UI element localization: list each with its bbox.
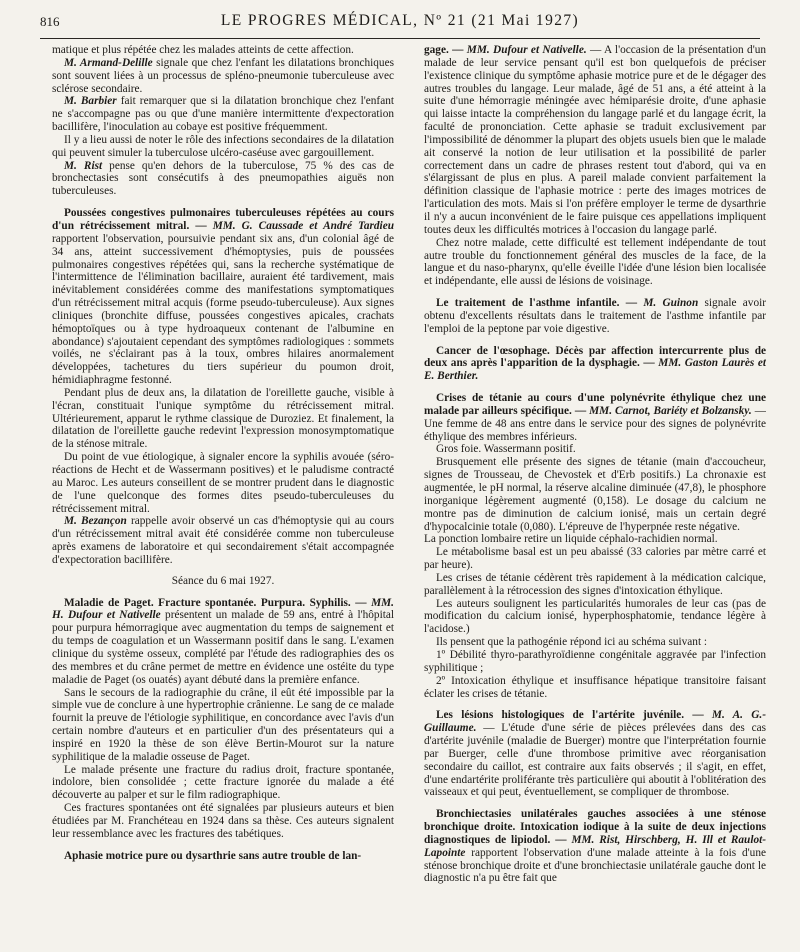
paragraph (424, 649, 766, 675)
communication-heading (424, 345, 766, 384)
paragraph (424, 636, 766, 649)
paragraph (52, 687, 394, 764)
page-number: 816 (40, 14, 60, 29)
authors-names: MM. G. Caussade et André Tardieu (212, 219, 394, 232)
paragraph (424, 237, 766, 288)
paragraph-text: 2º Intoxication éthylique et insuffisance hépatique transitoire faisant éclater les crises de tétanie. (424, 674, 766, 700)
paragraph (52, 134, 394, 160)
running-head (40, 12, 760, 32)
paragraph-text: — A l'occasion de la présentation d'un malade de leur service pensant qu'il est bon quelquefois de préciser l'existence clinique du symptôme aphasie motrice pure et de le dégager des autres troubles du langage. Leur malade, âgé de 51 ans, a été atteint à la suite d'une hémorragie méningée avec hémiparésie droite, d'une aphasie qui laisse intacte la compréhension du langage parlé et du langage écrit, la faculté de prononciation. Cette aphasie se traduit exclusivement par l'impossibilité de dénommer la plupart des objets usuels bien que le malade ait conservé la notion de leur utilisation et la possibilité de parler correctement dans un cadre de phrases restent tout d'abord, qui va en s'élargissant de plus en plus. A pareil malade convient parfaitement la définition classique de l'aphasie motrice : perte des images motrices de l'articulation des mots. Mais si l'on préfère employer le terme de dysarthrie il n'y a aucun inconvénient de le faire puisque ces appellations impliquent toutes deux les difficultés motrices à l'occasion du langage parlé. (424, 44, 766, 236)
authors-names: MM. Gaston Laurès et E. Berthier. (424, 357, 766, 383)
paragraph (52, 95, 394, 134)
paragraph-text: Pendant plus de deux ans, la dilatation de l'oreillette gauche, visible à l'écran, constituait l'unique symptôme du rétrécissement mitral. Ultérieurement, apparut le rythme classique de Duroziez. Et finalement, la dilatation de l'oreillette gauche redevint l'expression monosymptomatique de la sténose mitrale. (52, 386, 394, 451)
communication-heading (52, 597, 394, 687)
paragraph (424, 456, 766, 533)
paragraph (424, 533, 766, 546)
communication-title: Les lésions histologiques de l'artérite juvénile. — (436, 709, 704, 722)
paragraph-text: La ponction lombaire retire un liquide céphalo-rachidien normal. (424, 533, 718, 546)
communication-title: Poussées congestives pulmonaires tuberculeuses répétées au cours d'un rétrécissement mitral. — (52, 207, 394, 232)
paragraph-text: Les crises de tétanie cédèrent très rapidement à la médication calcique, parallèlement à la rétrocession des signes d'intoxication éthylique. (424, 571, 766, 597)
paragraph (52, 451, 394, 515)
authors-names: MM. Dufour et Nativelle. (466, 44, 587, 56)
paragraph (424, 546, 766, 572)
communication-title: Cancer de l'œsophage. Décès par affection intercurrente plus de deux ans après l'apparition de la dysphagie. — (424, 344, 766, 370)
speaker-name: M. Rist (64, 159, 103, 172)
communication-heading (424, 297, 766, 336)
speaker-name: M. Armand-Delille (64, 56, 153, 69)
communication-heading (424, 709, 766, 799)
communication-title: Le traitement de l'asthme infantile. — (436, 297, 638, 310)
paragraph (52, 764, 394, 803)
paragraph-text: signale avoir obtenu d'excellents résultats dans le traitement de l'asthme infantile par l'emploi de la peptone par voie digestive. (424, 297, 766, 335)
paragraph-text: fait remarquer que si la dilatation bronchique chez l'enfant ne s'accompagne pas ou que d'une manière intermittente d'expectoration bacillifère, l'inoculation au cobaye est positive fréquemment. (52, 95, 394, 134)
paragraph-text: pense qu'en dehors de la tuberculose, 75 % des cas de bronchectasies sont consécutifs à des pneumopathies aiguës non tuberculeuses. (52, 159, 394, 198)
paragraph (52, 387, 394, 451)
communication-heading (52, 207, 394, 387)
journal-title: LE PROGRES MÉDICAL, Nº 21 (21 Mai 1927) (220, 12, 580, 29)
communication-title: Aphasie motrice pure ou dysarthrie sans autre trouble de lan- (64, 849, 362, 862)
paragraph (52, 515, 394, 566)
paragraph (424, 443, 766, 456)
speaker-name: M. Barbier (64, 95, 117, 108)
paragraph-text: 1º Débilité thyro-parathyroïdienne congénitale aggravée par l'infection syphilitique ; (424, 648, 766, 674)
paragraph-text: Le métabolisme basal est un peu abaissé (33 calories par mètre carré et par heure). (424, 546, 766, 572)
right-column (424, 44, 766, 944)
paragraph (424, 44, 766, 237)
communication-title: Crises de tétanie au cours d'une polynévrite éthylique chez une malade par ailleurs spécifique. — (424, 392, 766, 417)
paragraph-text: rapportent l'observation, poursuivie pendant six ans, d'un colonial âgé de 34 ans, atteint successivement d'hémoptysies, puis de poussées pulmonaires congestives répétées qui, sans la recherche systématique de l'intermittence de l'élimination bacillaire, auraient été tardivement, mais inévitablement considérées comme des manifestations symptomatiques d'un rétrécissement mitral acquis (forme pseudo-tuberculeuse). Aux signes cliniques (bronchite diffuse, poussées congestives apicales, crachats hémoptoïques ou à type hydroaqueux contenant de l'albumine en abondance) s'ajoutaient cependant des symptômes radiologiques : sommets voilés, ne s'éclairant pas à la toux, ombres hilaires anormalement développées, tachetures du tiers supérieur du poumon droit, hémidiaphragme festonné. (52, 232, 394, 387)
paragraph-text: Le malade présente une fracture du radius droit, fracture spontanée, indolore, bien consolidée ; cette fracture ignorée du malade a été découverte au palper et sur le film radiographique. (52, 763, 394, 802)
authors-names: MM. Rist, Hirschberg, H. Ill et Raulot-Lapointe (424, 833, 766, 859)
paragraph-text: — L'étude d'une série de pièces prélevées dans des cas d'artérite juvénile (maladie de Buerger) montre que l'interprétation fournie par Buerger, celle d'une thrombose primitive avec réorganisation secondaire du caillot, est contraire aux faits observés ; il s'agit, en effet, d'une endartérite proliférante très particulière qui aboutit à l'oblitération des vaisseaux et qui peut, éventuellement, se compliquer de thrombose. (424, 722, 766, 799)
paragraph-text: Gros foie. Wassermann positif. (436, 443, 576, 456)
paragraph (424, 598, 766, 637)
paragraph-text: rapportent l'observation d'une malade atteinte à la fois d'une sténose bronchique droite et d'une bronchiectasie unilatérale gauche dont le diagnostic n'a pu être fait que (424, 846, 766, 885)
communication-title: Maladie de Paget. Fracture spontanée. Purpura. Syphilis. — (64, 596, 367, 609)
communication-heading (52, 850, 394, 863)
speaker-name: M. Bezançon (64, 515, 127, 528)
session-heading: Séance du 6 mai 1927. (171, 574, 275, 587)
communication-title: Bronchiectasies unilatérales gauches associées à une sténose bronchique droite. Intoxication iodique à la suite de deux injections diagnostiques de lipiodol. — (424, 808, 766, 846)
continued-title: gage. — (424, 44, 464, 56)
communication-heading (424, 808, 766, 885)
authors-names: MM. Carnot, Bariéty et Bolzansky. (589, 404, 752, 417)
paragraph-text: Les auteurs soulignent les particularités humorales de leur cas (pas de modification du calcium ionisé, hyperphosphatomie, tendance légère à l'acidose.) (424, 597, 766, 636)
paragraph-text: présentent un malade de 59 ans, entré à l'hôpital pour purpura hémorragique avec augmentation du temps de saignement et du temps de coagulation et un Wassermann positif dans le sang. L'examen clinique du système osseux, complété par l'étude des radiographies des os des membres et du crâne permet de mettre en évidence une ostéite du type maladie de Paget (os ouatés) ayant débuté dans la première enfance. (52, 609, 394, 686)
paragraph (52, 57, 394, 96)
paragraph-text: matique et plus répétée chez les malades atteints de cette affection. (52, 44, 354, 56)
paragraph-text: Brusquement elle présente des signes de tétanie (main d'accoucheur, signes de Trousseau, de Chevostek et d'Erb positifs.) La chronaxie est augmentée, le pH normal, la réserve alcaline diminuée (47,8), le phosphore inorganique légèrement augmenté (0,158). Le dosage du calcium ne montre pas de diminution de calcium ionisé, mais un certain degré d'hypocalcinie totale (0,080). L'épreuve de l'hyperpnée reste négative. (424, 456, 766, 533)
paragraph (424, 572, 766, 598)
paragraph (52, 44, 394, 57)
paragraph-text: rappelle avoir observé un cas d'hémoptysie qui au cours d'un rétrécissement mitral avait été considérée comme non tuberculeuse après examens de laboratoire et qui secondairement s'était accompagnée d'expectoration bacillifère. (52, 515, 394, 566)
paragraph (52, 802, 394, 841)
paragraph-text: Du point de vue étiologique, à signaler encore la syphilis avouée (séro-réactions de Hecht et de Wassermann positives) et le paludisme contracté au Maroc. Les auteurs conseillent de se montrer prudent dans le diagnostic de l'une quelconque des formes dites pseudo-tuberculeuses du rétrécissement mitral. (52, 451, 394, 515)
paragraph-text: signale que chez l'enfant les dilatations bronchiques sont souvent liées à un processus de spléno-pneumonie tuberculeuse avec sclérose secondaire. (52, 56, 394, 95)
paragraph-text: Sans le secours de la radiographie du crâne, il eût été impossible par la simple vue de conclure à une hypertrophie crânienne. Le sang de ce malade fournit la preuve de l'étiologie syphilitique, en concordance avec l'avis d'un certain nombre d'auteurs et en particulier d'un des présentateurs qui a inspiré en 1920 la thèse de son élève Bertin-Mourot sur la nature syphilitique de la maladie osseuse de Paget. (52, 686, 394, 763)
authors-names: MM. H. Dufour et Nativelle (52, 596, 394, 622)
paragraph-text: Ils pensent que la pathogénie répond ici au schéma suivant : (436, 636, 708, 649)
paragraph-text: — Une femme de 48 ans entre dans le service pour des signes de polynévrite éthylique des membres inférieurs. (424, 404, 766, 443)
paragraph-text: Chez notre malade, cette difficulté est tellement indépendante de tout autre trouble du fonctionnement général des muscles de la face, de la langue et du naso-pharynx, qu'elle éveille l'idée d'une lésion bien localisée et indépendante, elle aussi de lésions de voisinage. (424, 236, 766, 288)
communication-heading (424, 392, 766, 443)
left-column (52, 44, 394, 944)
authors-names: M. A. G.-Guillaume. (424, 709, 766, 735)
paragraph (424, 675, 766, 701)
header-rule (40, 38, 760, 39)
paragraph (52, 160, 394, 199)
paragraph-text: Ces fractures spontanées ont été signalées par plusieurs auteurs et bien étudiées par M. Franchéteau en 1924 dans sa thèse. Ces auteurs signalent leur ressemblance avec les fractures des tabétiques. (52, 802, 394, 840)
authors-names: M. Guinon (643, 297, 699, 310)
paragraph-text: Il y a lieu aussi de noter le rôle des infections secondaires de la dilatation qui peuvent simuler la tuberculose ulcéro-caséuse avec gargouillement. (52, 133, 394, 159)
